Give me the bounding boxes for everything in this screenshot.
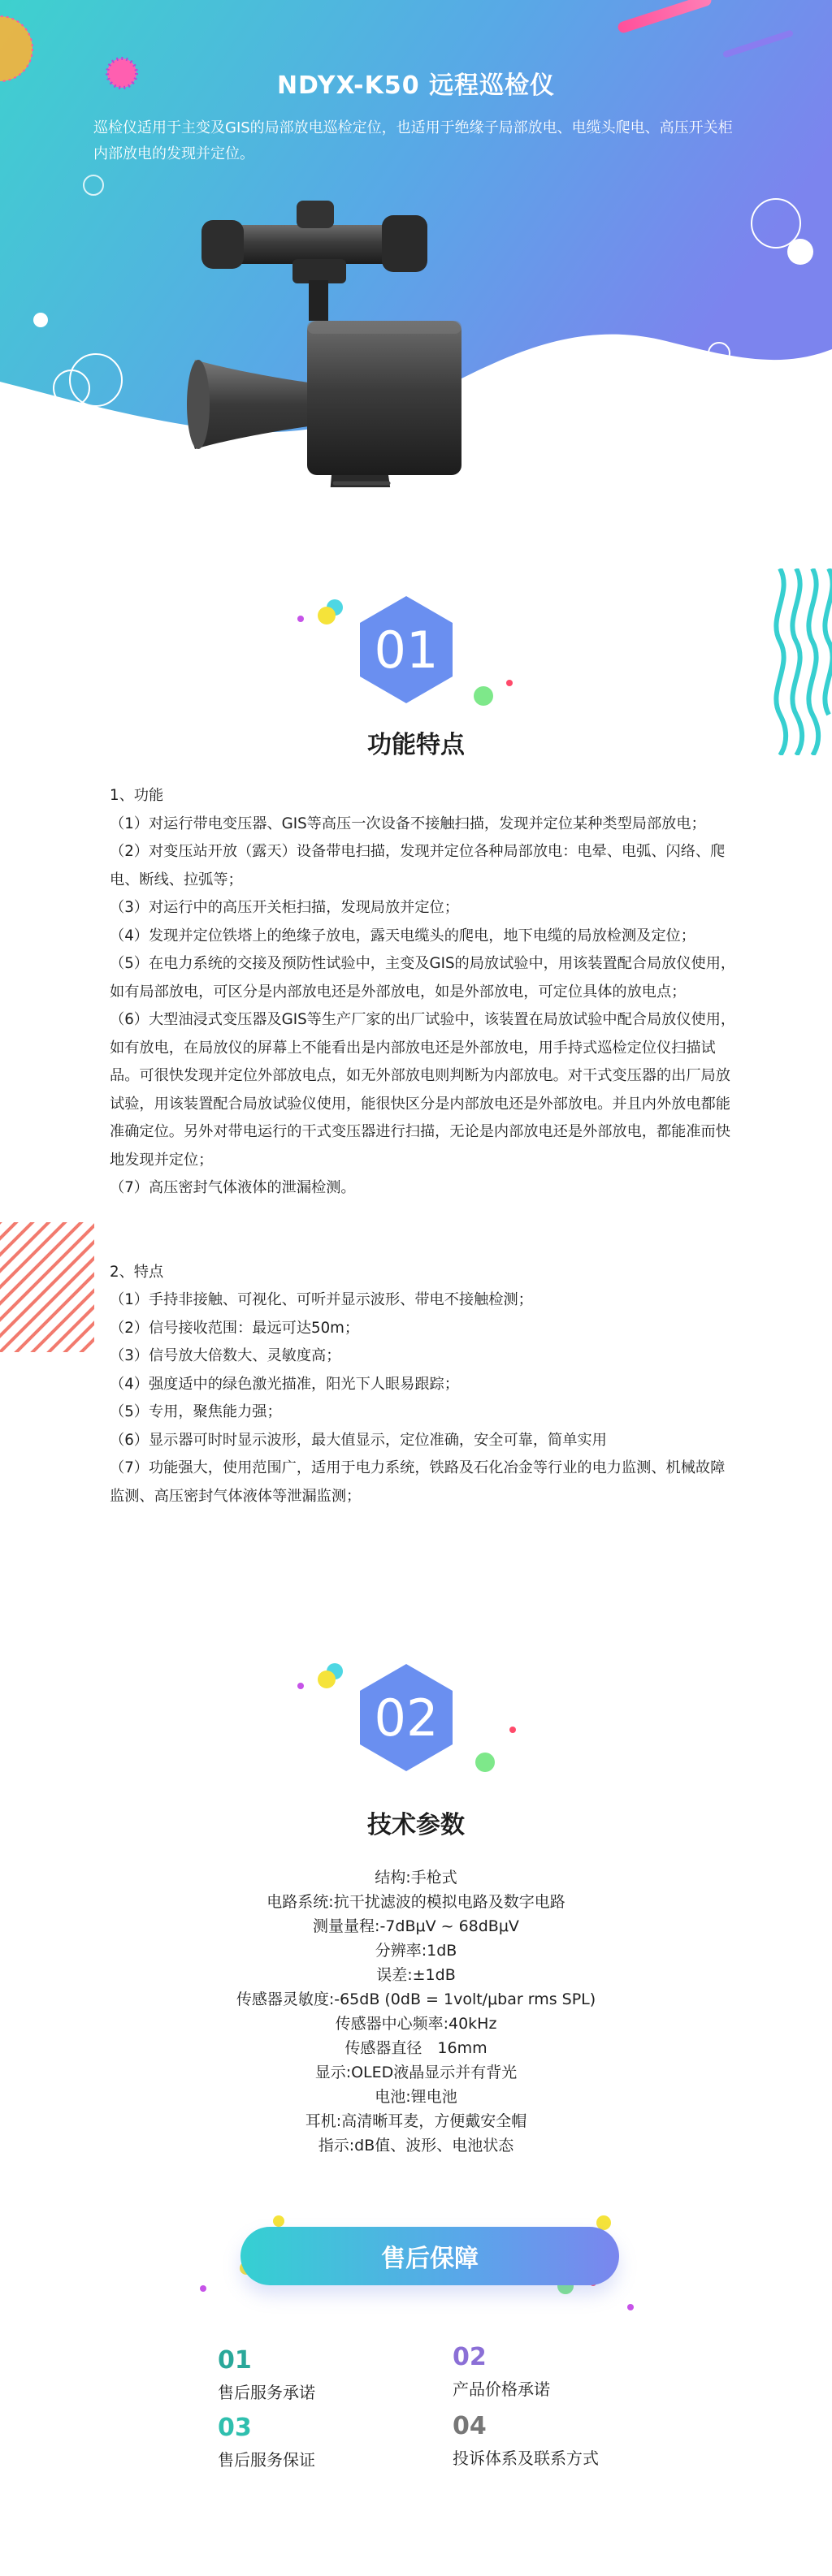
service-item[interactable] [218, 2347, 315, 2403]
specs-list [0, 1865, 832, 2158]
features-paragraph: （7）功能强大，使用范围广，适用于电力系统，铁路及石化冶金等行业的电力监测、机械故障监测、高压密封气体液体等泄漏监测； [110, 1459, 726, 1505]
service-label: 产品价格承诺 [453, 2379, 550, 2399]
service-item[interactable] [453, 2413, 599, 2469]
service-number: 03 [218, 2414, 252, 2442]
after-sales-button[interactable]: 售后保障 [240, 2227, 619, 2285]
spec-item: 分辨率:1dB [375, 1942, 457, 1960]
spec-item: 电池:锂电池 [375, 2088, 457, 2106]
spec-item: 显示:OLED液晶显示并有背光 [314, 2064, 518, 2081]
section-title-features: 功能特点 [367, 731, 465, 759]
service-item[interactable] [218, 2414, 315, 2470]
features-paragraph: （7）高压密封气体液体的泄漏检测。 [110, 1179, 356, 1196]
spec-item: 结构:手枪式 [375, 1869, 457, 1887]
device-image [187, 191, 609, 487]
features-paragraph: （6）显示器可时时显示波形，最大值显示，定位准确，安全可靠，简单实用 [110, 1431, 607, 1449]
service-number: 04 [453, 2412, 487, 2440]
features-paragraph: （4）强度适中的绿色激光描准，阳光下人眼易跟踪； [110, 1375, 459, 1393]
stripe-decoration [0, 1222, 98, 1352]
page-title: NDYX-K50 远程巡检仪 [276, 71, 556, 100]
features-paragraph: （2）信号接收范围：最远可达50m； [110, 1319, 360, 1337]
spec-item: 指示:dB值、波形、电池状态 [318, 2137, 514, 2155]
section-title-specs: 技术参数 [367, 1811, 465, 1839]
features-paragraph: 1、功能 [110, 787, 164, 804]
features-paragraph: （5）在电力系统的交接及预防性试验中，主变及GIS的局放试验中，用该装置配合局放仪使用，如有局部放电，可区分是内部放电还是外部放电，如是外部放电，可定位具体的放电点； [110, 955, 736, 1001]
hero-description: 巡检仪适用于主变及GIS的局部放电巡检定位，也适用于绝缘子局部放电、电缆头爬电、高压开关柜内部放电的发现并定位。 [93, 119, 733, 162]
spec-item: 电路系统:抗干扰滤波的模拟电路及数字电路 [266, 1893, 566, 1911]
spec-item: 传感器直径 16mm [344, 2039, 488, 2057]
features-paragraph: （6）大型油浸式变压器及GIS等生产厂家的出厂试验中，该装置在局放试验中配合局放仪使用，如有放电，在局放仪的屏幕上不能看出是内部放电还是外部放电，用手持式巡检定位仪扫描试品。可很快发现并定位外部放电点，如无外部放电则判断为内部放电。对干式变压器的出厂局放试验，用该装置配合局放试验仪使用，能很快区分是内部放电还是外部放电。并且内外放电都能准确定位。另外对带电运行的干式变压器进行扫描，无论是内部放电还是外部放电，都能准而快地发现并定位； [110, 1011, 736, 1169]
spec-item: 测量量程:-7dBμV ~ 68dBμV [313, 1917, 519, 1935]
spec-item: 耳机:高清晰耳麦，方便戴安全帽 [305, 2112, 527, 2130]
paragraph-gap [110, 1203, 737, 1231]
service-label: 投诉体系及联系方式 [453, 2448, 599, 2468]
spec-item: 误差:±1dB [376, 1966, 456, 1984]
section-number: 01 [374, 620, 439, 680]
service-number: 01 [218, 2346, 252, 2375]
features-text [110, 782, 737, 1511]
spec-item: 传感器灵敏度:-65dB (0dB = 1volt/μbar rms SPL) [236, 1990, 596, 2008]
hero-banner [0, 0, 832, 487]
spec-item: 传感器中心频率:40kHz [335, 2015, 497, 2033]
service-item[interactable] [453, 2344, 550, 2400]
service-number: 02 [453, 2343, 487, 2371]
features-paragraph: （1）手持非接触、可视化、可听并显示波形、带电不接触检测； [110, 1291, 533, 1308]
features-paragraph: （5）专用，聚焦能力强； [110, 1403, 282, 1420]
features-paragraph: （4）发现并定位铁塔上的绝缘子放电，露天电缆头的爬电，地下电缆的局放检测及定位； [110, 927, 696, 944]
wave-decoration [769, 568, 832, 755]
features-paragraph: （1）对运行带电变压器、GIS等高压一次设备不接触扫描，发现并定位某种类型局部放电； [110, 815, 706, 832]
service-label: 售后服务承诺 [218, 2383, 315, 2402]
section-number: 02 [374, 1688, 439, 1748]
features-paragraph: （3）对运行中的高压开关柜扫描，发现局放并定位； [110, 899, 459, 916]
features-paragraph: 2、特点 [110, 1263, 164, 1281]
features-paragraph: （3）信号放大倍数大、灵敏度高； [110, 1347, 341, 1364]
service-label: 售后服务保证 [218, 2450, 315, 2470]
features-paragraph: （2）对变压站开放（露天）设备带电扫描，发现并定位各种局部放电：电晕、电弧、闪络、爬电、断线、拉弧等； [110, 843, 726, 888]
